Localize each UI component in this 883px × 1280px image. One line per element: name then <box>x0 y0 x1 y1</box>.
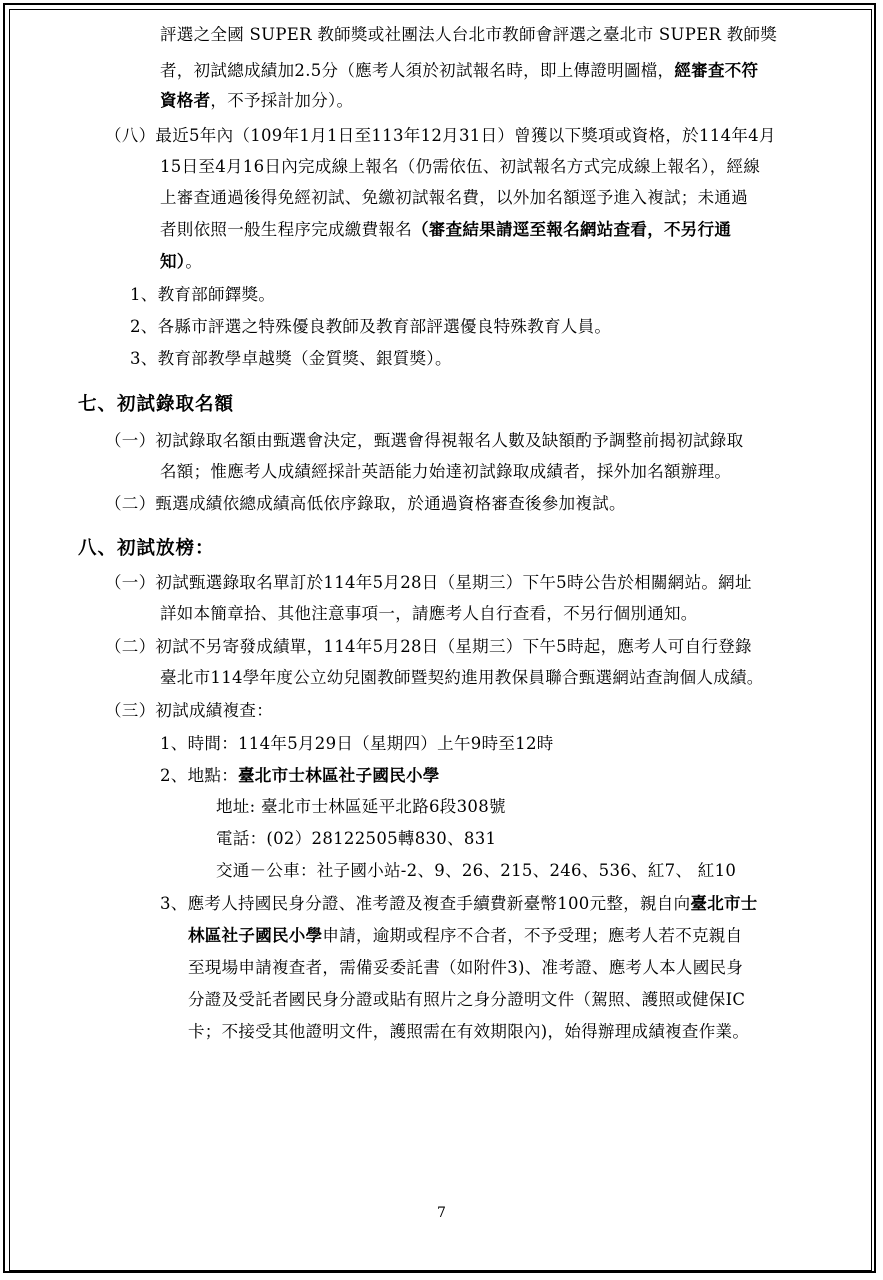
list-item <box>160 894 758 914</box>
list-item <box>160 766 440 786</box>
text-line: 地址: 臺北市士林區延平北路6段308號 <box>216 797 506 816</box>
bold-text: 知） <box>160 252 186 271</box>
text-line: 詳如本簡章拾、其他注意事項一，請應考人自行查看，不另行個別通知。 <box>160 604 698 623</box>
text-line: （三）初試成績複查： <box>105 701 273 720</box>
text-line: 上審查通過後得免經初試、免繳初試報名費，以外加名額逕予進入複試；未通過 <box>160 188 748 207</box>
text-line: 卡；不接受其他證明文件，護照需在有效期限內)，始得辦理成績複查作業。 <box>188 1022 750 1041</box>
text-line: 名額；惟應考人成績經採計英語能力始達初試錄取成績者，採外加名額辦理。 <box>160 462 732 481</box>
text-line <box>160 61 758 81</box>
text-line: （一）初試錄取名額由甄選會決定，甄選會得視報名人數及缺額酌予調整前揭初試錄取 <box>105 431 744 450</box>
text-line: （一）初試甄選錄取名單訂於114年5月28日（星期三）下午5時公告於相關網站。網址 <box>105 573 752 592</box>
text-span: 。 <box>185 252 203 271</box>
text-line: 15日至4月16日內完成線上報名（仍需依伍、初試報名方式完成線上報名），經線 <box>160 157 761 176</box>
bold-text: 資格者 <box>160 91 211 110</box>
text-line <box>160 220 731 240</box>
text-line: 評選之全國 SUPER 教師獎或社團法人台北市教師會評選之臺北市 SUPER 教師獎 <box>160 25 778 44</box>
bold-text: 臺北市士 <box>690 894 758 913</box>
list-item: 1、教育部師鐸獎。 <box>130 285 276 304</box>
text-span: 者則依照一般生程序完成繳費報名 <box>160 220 412 239</box>
bold-text: 林區社子國民小學 <box>188 926 323 945</box>
text-line: 分證及受託者國民身分證或貼有照片之身分證明文件（駕照、護照或健保IC <box>188 990 746 1009</box>
text-line: 至現場申請複查者，需備妥委託書（如附件3)、准考證、應考人本人國民身 <box>188 958 744 977</box>
section-heading: 八、初試放榜： <box>78 538 215 559</box>
text-span: 2、地點： <box>160 766 238 785</box>
text-line: （二）甄選成績依總成績高低依序錄取，於通過資格審查後參加複試。 <box>105 494 626 513</box>
list-item: 2、各縣市評選之特殊優良教師及教育部評選優良特殊教育人員。 <box>130 317 612 336</box>
section-heading: 七、初試錄取名額 <box>78 394 235 415</box>
text-line <box>188 926 742 946</box>
text-span: 者，初試總成績加2.5分（應考人須於初試報名時，即上傳證明圖檔， <box>160 61 675 80</box>
text-span: 3、應考人持國民身分證、准考證及複查手續費新臺幣100元整，親自向 <box>160 894 691 913</box>
bold-text: 臺北市士林區社子國民小學 <box>238 766 440 785</box>
text-line: （八）最近5年內（109年1月1日至113年12月31日）曾獲以下獎項或資格，於114年4月 <box>105 126 776 145</box>
list-item: 1、時間：114年5月29日（星期四）上午9時至12時 <box>160 734 554 753</box>
text-line: 電話：(02）28122505轉830、831 <box>216 829 497 848</box>
bold-text: 經審查不符 <box>674 61 759 80</box>
bold-text: （審查結果請逕至報名網站查看，不另行通 <box>412 220 732 239</box>
text-line: 臺北市114學年度公立幼兒園教師暨契約進用教保員聯合甄選網站查詢個人成績。 <box>160 668 764 687</box>
text-span: 申請，逾期或程序不合者，不予受理；應考人若不克親自 <box>322 926 743 945</box>
text-line: （二）初試不另寄發成績單，114年5月28日（星期三）下午5時起，應考人可自行登錄 <box>105 637 752 656</box>
list-item: 3、教育部教學卓越獎（金質獎、銀質獎）。 <box>130 349 452 368</box>
page-number: 7 <box>437 1205 447 1221</box>
text-line <box>160 91 353 111</box>
text-line <box>160 252 202 272</box>
text-span: ，不予採計加分）。 <box>210 91 354 110</box>
text-line: 交通－公車：社子國小站-2、9、26、215、246、536、紅7、 紅10 <box>216 861 737 880</box>
